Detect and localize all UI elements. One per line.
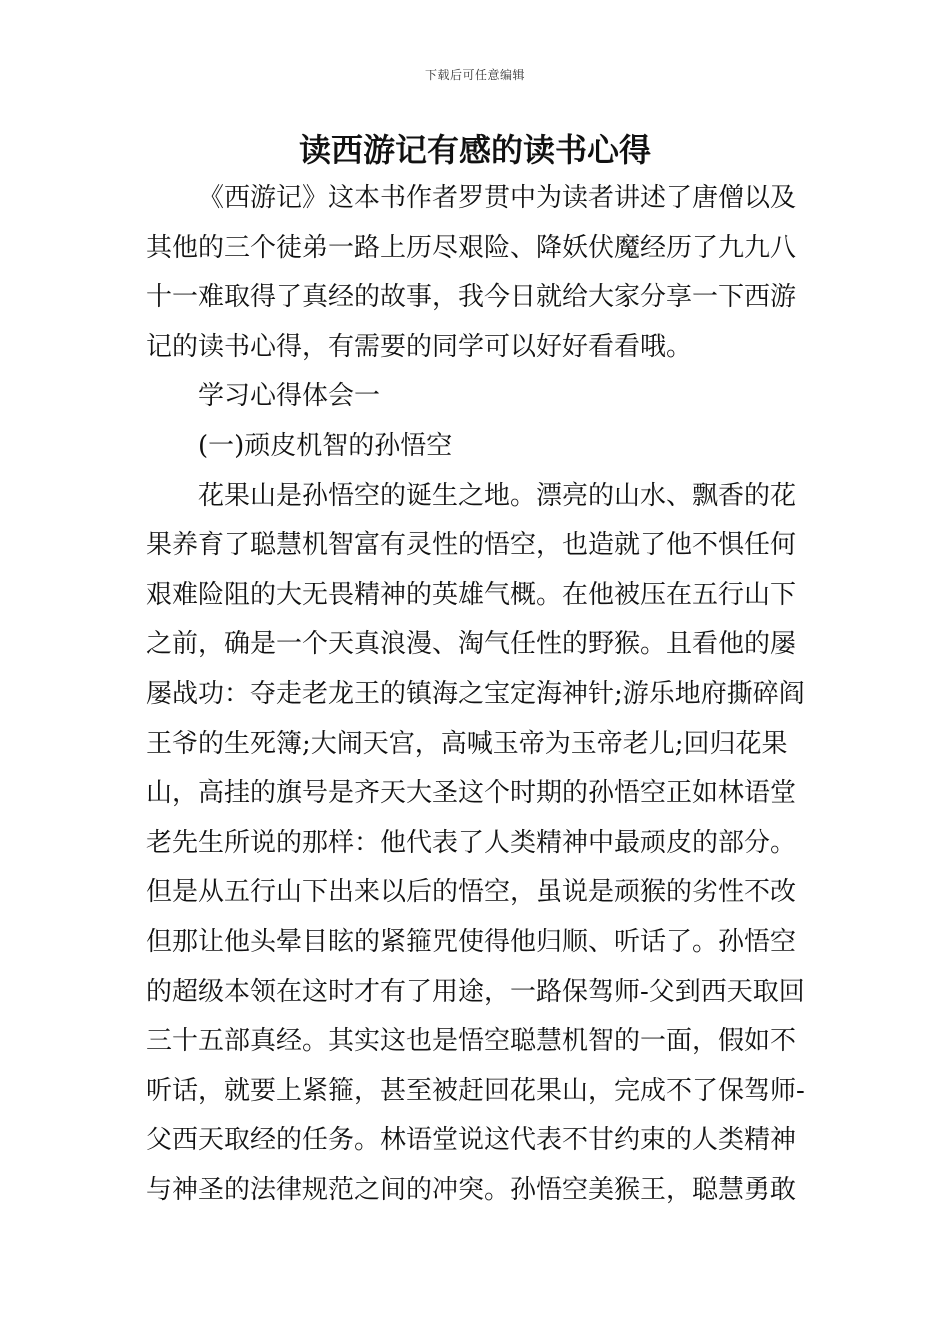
text-line: 花果山是孙悟空的诞生之地。漂亮的山水、飘香的花 bbox=[198, 480, 797, 511]
document-title: 读西游记有感的读书心得 bbox=[298, 131, 651, 169]
text-line: 《西游记》这本书作者罗贯中为读者讲述了唐僧以及 bbox=[198, 183, 797, 213]
text-line: 艰难险阻的大无畏精神的英雄气概。在他被压在五行山下 bbox=[146, 579, 797, 610]
text-line: 记的读书心得，有需要的同学可以好好看看哦。 bbox=[146, 331, 693, 362]
text-line: 听话，就要上紧箍，甚至被赶回花果山，完成不了保驾师- bbox=[146, 1075, 805, 1106]
text-line: 的超级本领在这时才有了用途，一路保驾师-父到西天取回 bbox=[146, 976, 805, 1007]
text-line: 其他的三个徒弟一路上历尽艰险、降妖伏魔经历了九九八 bbox=[146, 232, 797, 263]
text-line: 与神圣的法律规范之间的冲突。孙悟空美猴王，聪慧勇敢 bbox=[146, 1174, 797, 1205]
document-body bbox=[146, 174, 808, 1215]
text-line: 但是从五行山下出来以后的悟空，虽说是顽猴的劣性不改 bbox=[146, 877, 797, 908]
header-note: 下载后可任意编辑 bbox=[424, 68, 525, 82]
text-line: 但那让他头晕目眩的紧箍咒使得他归顺、听话了。孙悟空 bbox=[146, 926, 797, 957]
text-line: 老先生所说的那样：他代表了人类精神中最顽皮的部分。 bbox=[146, 827, 797, 858]
text-line: 之前，确是一个天真浪漫、淘气任性的野猴。且看他的屡 bbox=[146, 629, 797, 660]
text-line: 山，高挂的旗号是齐天大圣这个时期的孙悟空正如林语堂 bbox=[146, 778, 797, 809]
text-line: (一)顽皮机智的孙悟空 bbox=[198, 430, 453, 461]
text-line: 学习心得体会一 bbox=[198, 381, 381, 412]
text-line: 十一难取得了真经的故事，我今日就给大家分享一下西游 bbox=[146, 282, 797, 313]
text-line: 三十五部真经。其实这也是悟空聪慧机智的一面，假如不 bbox=[146, 1026, 797, 1057]
text-line: 果养育了聪慧机智富有灵性的悟空，也造就了他不惧任何 bbox=[146, 530, 797, 561]
text-line: 王爷的生死簿;大闹天宫，高喊玉帝为玉帝老儿;回归花果 bbox=[146, 728, 788, 759]
text-line: 父西天取经的任务。林语堂说这代表不甘约束的人类精神 bbox=[146, 1125, 797, 1156]
text-line: 屡战功：夺走老龙王的镇海之宝定海神针;游乐地府撕碎阎 bbox=[146, 678, 805, 709]
